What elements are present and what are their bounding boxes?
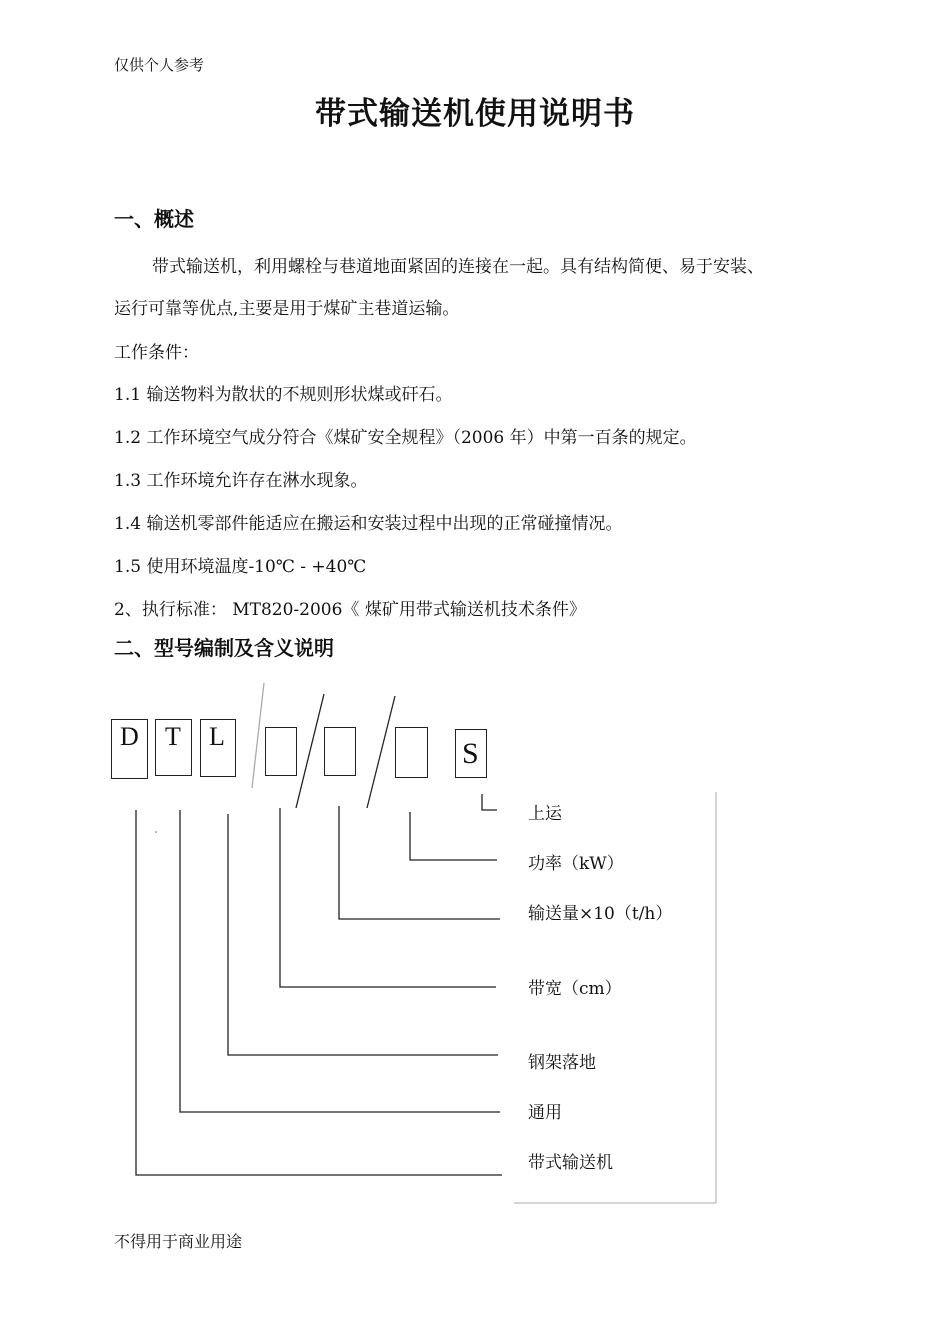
- code-desc-belt-conveyor: 带式输送机: [528, 1153, 613, 1173]
- conditions-label: 工作条件：: [114, 343, 199, 363]
- standard-line: 2、执行标准： MT820-2006《 煤矿用带式输送机技术条件》: [114, 600, 586, 620]
- footer-note: 不得用于商业用途: [114, 1232, 243, 1251]
- code-letter-s: S: [462, 737, 479, 770]
- intro-line-2: 运行可靠等优点,主要是用于煤矿主巷道运输。: [114, 299, 460, 319]
- section-heading-overview: 一、概述: [114, 207, 194, 231]
- intro-line-1: 带式输送机，利用螺栓与巷道地面紧固的连接在一起。具有结构简便、易于安装、: [152, 257, 764, 277]
- condition-item: 1.3 工作环境允许存在淋水现象。: [114, 471, 368, 491]
- condition-item: 1.2 工作环境空气成分符合《煤矿安全规程》（2006 年）中第一百条的规定。: [114, 428, 697, 448]
- header-note: 仅供个人参考: [114, 56, 205, 74]
- condition-item: 1.5 使用环境温度-10℃ - +40℃: [114, 557, 367, 577]
- code-desc-upward: 上运: [528, 804, 562, 824]
- code-desc-capacity: 输送量×10（t/h）: [528, 904, 673, 924]
- condition-item: 1.4 输送机零部件能适应在搬运和安装过程中出现的正常碰撞情况。: [114, 514, 623, 534]
- section-heading-model: 二、型号编制及含义说明: [114, 636, 334, 660]
- code-desc-bandwidth: 带宽（cm）: [528, 979, 622, 999]
- code-letter-t: T: [165, 722, 181, 751]
- code-desc-power: 功率（kW）: [528, 854, 624, 874]
- document-title: 带式输送机使用说明书: [315, 96, 635, 132]
- code-letter-d: D: [120, 722, 139, 751]
- code-desc-steel-frame: 钢架落地: [528, 1053, 596, 1073]
- code-letter-l: L: [209, 722, 225, 751]
- code-desc-general: 通用: [528, 1103, 562, 1123]
- condition-item: 1.1 输送物料为散状的不规则形状煤或矸石。: [114, 385, 453, 405]
